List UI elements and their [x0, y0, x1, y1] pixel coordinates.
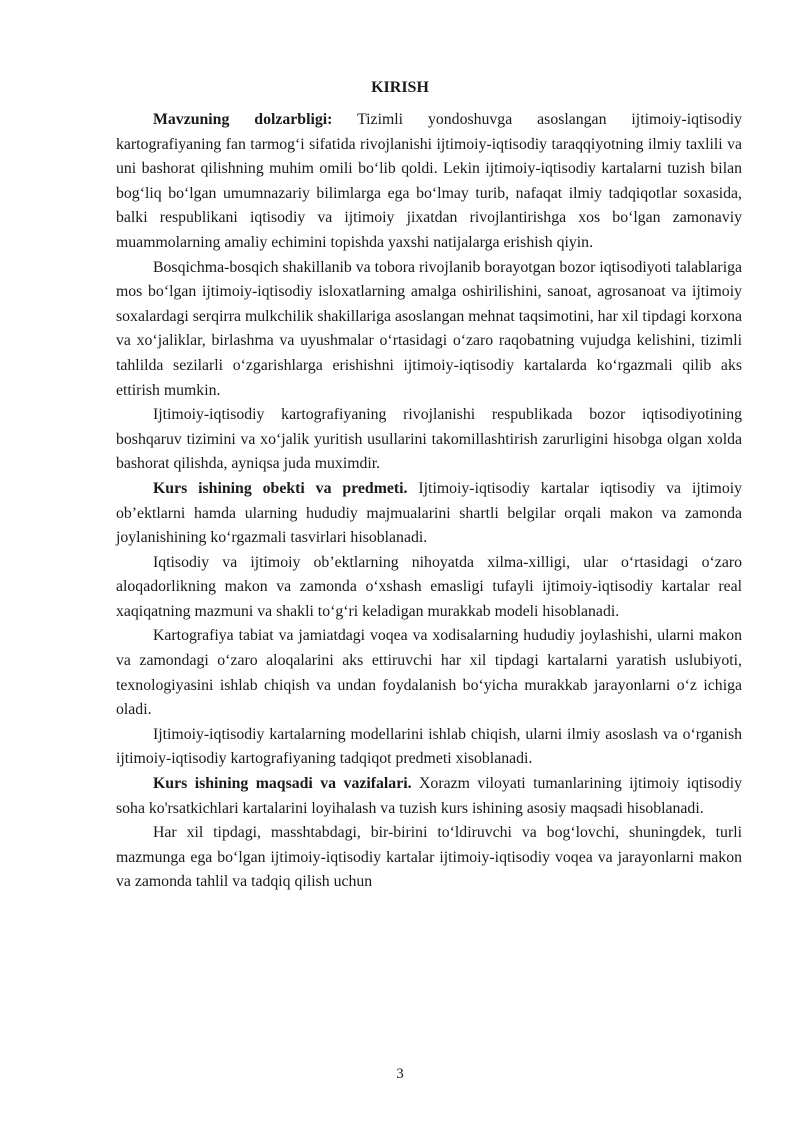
paragraph-4: [116, 477, 742, 551]
paragraph-lead: Kurs ishining obekti va predmeti.: [153, 479, 408, 497]
paragraph-lead: Kurs ishining maqsadi va vazifalari.: [153, 775, 412, 793]
paragraph-5: [116, 551, 742, 625]
paragraph-text: Tizimli yondoshuvga asoslangan ijtimoiy-iqtisodiy kartografiyaning fan tarmog‘i sifatida rivojlanishi ijtimoiy-iqtisodiy taraqqiyotning ilmiy taxlili va uni bashorat qilishning muhim omili bo‘lib qoldi. Lekin ijtimoiy-iqtisodiy kartalarni tuzish bilan bog‘liq bo‘lgan umumnazariy bilimlarga ega bo‘lmay turib, nafaqat ilmiy tadqiqotlar soxasida, balki respublikani iqtisodiy va ijtimoiy jixatdan rivojlantirishga xos bo‘lgan zamonaviy muammolarning amaliy echimini topishda yaxshi natijalarga erishish qiyin.: [116, 111, 742, 251]
paragraph-text: Har xil tipdagi, masshtabdagi, bir-birini to‘ldiruvchi va bog‘lovchi, shuningdek, turli mazmunga ega bo‘lgan ijtimoiy-iqtisodiy kartalar ijtimoiy-iqtisodiy voqea va jarayonlarni makon va zamonda tahlil va tadqiq qilish uchun: [116, 824, 742, 891]
paragraph-6: [116, 624, 742, 722]
paragraph-text: Ijtimoiy-iqtisodiy kartalarning modellarini ishlab chiqish, ularni ilmiy asoslash va o‘rganish ijtimoiy-iqtisodiy kartografiyaning tadqiqot predmeti xisoblanadi.: [116, 725, 742, 768]
paragraph-7: [116, 723, 742, 772]
paragraph-9: [116, 821, 742, 895]
paragraph-8: [116, 772, 742, 821]
paragraph-text: Iqtisodiy va ijtimoiy ob’ektlarning nihoyatda xilma-xilligi, ular o‘rtasidagi o‘zaro aloqadorlikning makon va zamonda o‘xshash emasligi tufayli ijtimoiy-iqtisodiy kartalar real xaqiqatning mazmuni va shakli to‘g‘ri keladigan murakkab modeli hisoblanadi.: [116, 553, 742, 620]
paragraph-text: Kartografiya tabiat va jamiatdagi voqea va xodisalarning hududiy joylashishi, ularni makon va zamondagi o‘zaro aloqalarini aks ettiruvchi har xil tipdagi kartalarni yaratish uslubiyoti, texnologiyasini ishlab chiqish va undan foydalanish bo‘yicha murakkab jarayonlarni o‘z ichiga oladi.: [116, 627, 742, 719]
paragraph-2: [116, 256, 742, 404]
paragraph-1: [116, 108, 742, 256]
paragraph-text: Ijtimoiy-iqtisodiy kartografiyaning rivojlanishi respublikada bozor iqtisodiyotining boshqaruv tizimini va xo‘jalik yuritish usullarini takomillashtirish zarurligini hisobga olgan xolda bashorat qilishda, ayniqsa juda muximdir.: [116, 406, 742, 473]
body-text: [116, 108, 742, 895]
paragraph-lead: Mavzuning dolzarbligi:: [153, 111, 333, 128]
page-number: 3: [396, 1066, 404, 1082]
paragraph-text: Ijtimoiy-iqtisodiy kartalar iqtisodiy va ijtimoiy ob’ektlarni hamda ularning hududiy majmualarini shartli belgilar orqali makon va zamonda joylanishining ko‘rgazmali tasvirlari hisoblanadi.: [116, 479, 742, 547]
paragraph-text: Xorazm viloyati tumanlarining ijtimoiy iqtisodiy soha ko'rsatkichlari kartalarini loyihalash va tuzish kurs ishining asosiy maqsadi hisoblanadi.: [116, 775, 742, 817]
paragraph-3: [116, 403, 742, 477]
section-title: KIRISH: [371, 79, 429, 96]
paragraph-text: Bosqichma-bosqich shakillanib va tobora rivojlanib borayotgan bozor iqtisodiyoti talablariga mos bo‘lgan ijtimoiy-iqtisodiy isloxatlarning amalga oshirilishini, sanoat, agrosanoat va ijtimoiy soxalardagi serqirra mulkchilik shakillariga asoslangan mehnat taqsimotini, har xil tipdagi korxona va xo‘jaliklar, birlashma va uyushmalar o‘rtasidagi o‘zaro raqobatning vujudga kelishini, tizimli tahlilda sezilarli o‘zgarishlarga erishishni ijtimoiy-iqtisodiy kartalarda ko‘rgazmali qilib aks ettirish mumkin.: [116, 258, 743, 399]
